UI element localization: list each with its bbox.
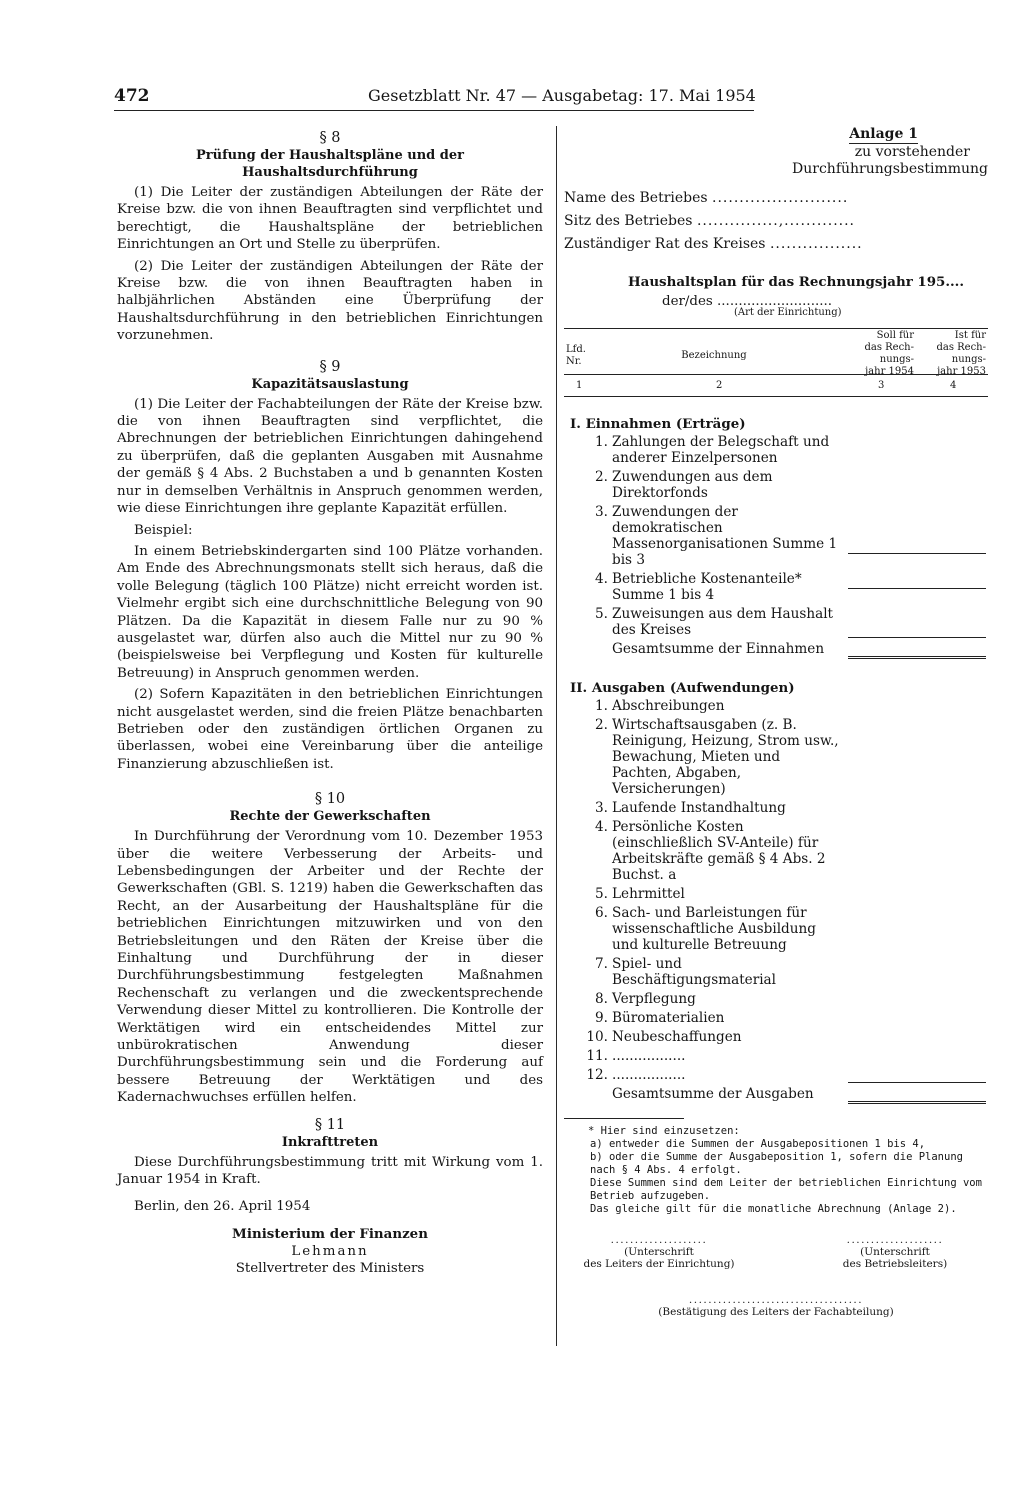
expense-item: 3. Laufende Instandhaltung <box>595 800 786 816</box>
field-company-name <box>564 190 988 206</box>
expense-item: 2. Wirtschaftsausgaben (z. B. Reinigung, Heizung, Strom usw., Bewachung, Mieten und Pachten, Abgaben, Versicherungen) <box>595 717 839 797</box>
footnote-rule <box>564 1118 684 1119</box>
budget-plan-title: Haushaltsplan für das Rechnungsjahr 195.... <box>627 274 965 290</box>
field-district-council-label: Zuständiger Rat des Kreises <box>564 236 766 252</box>
subtotal-line <box>848 1082 986 1083</box>
total-double-line <box>848 1101 986 1104</box>
income-section-title: I. Einnahmen (Erträge) <box>570 416 746 432</box>
section-9-example: In einem Betriebskindergarten sind 100 Plätze vorhanden. Am Ende des Abrechnungsmonats stellt sich heraus, daß die volle Belegung (täglich 100 Plätze) nicht erreicht worden ist. Vielmehr ergibt sich eine durchschnittliche Belegung von 90 Plätzen. Da die Kapazität in diesem Falle nur zu 90 % ausgelastet war, dürfen also auch die Mittel nur zu 90 % (beispielsweise bei Verpflegung und Kosten für kulturelle Betreuung) in Anspruch genommen werden. <box>117 543 543 681</box>
section-9-paragraph-1: (1) Die Leiter der Fachabteilungen der Räte der Kreise bzw. die von ihnen Beauftragten sind verpflichtet, die Abrechnungen der betrieblichen Einrichtungen dahingehend zu überprüfen, daß die geplanten Ausgaben mit Ausnahme der gemäß § 4 Abs. 2 Buchstaben a und b genannten Kosten nur in demselben Verhältnis in Anspruch genommen werden, wie diese Einrichtungen ihre geplante Kapazität erfüllen. <box>117 396 543 517</box>
expense-item: 11. ................. <box>586 1048 686 1064</box>
annex-subtitle-2: Durchführungsbestimmung <box>792 161 988 177</box>
subtotal-line <box>848 588 986 589</box>
field-company-seat <box>564 213 988 229</box>
footnote-b: b) oder die Summe der Ausgabeposition 1, sofern die Planung nach § 4 Abs. 4 erfolgt. <box>590 1151 963 1176</box>
field-company-name-label: Name des Betriebes <box>564 190 708 206</box>
section-9-paragraph-2: (2) Sofern Kapazitäten in den betrieblichen Einrichtungen nicht ausgelastet werden, sind die freien Plätze benachbarten Betrieben oder den zuständigen örtlichen Organen zu überlassen, wobei eine Vereinbarung über die anteilige Finanzierung abzuschließen ist. <box>117 687 543 772</box>
field-company-seat-dots: ...............,............. <box>696 213 856 229</box>
expenses-section-title: II. Ausgaben (Aufwendungen) <box>570 680 795 696</box>
field-company-name-dots: ......................... <box>712 190 849 206</box>
income-item: 5. Zuweisungen aus dem Haushalt des Kreises <box>564 606 844 638</box>
left-column <box>117 130 543 1278</box>
expense-item: 4. Persönliche Kosten (einschließlich SV-Anteile) für Arbeitskräfte gemäß § 4 Abs. 2 Buchst. a <box>595 819 826 883</box>
expense-item: 10. Neubeschaffungen <box>586 1029 742 1045</box>
footnote-d: Das gleiche gilt für die monatliche Abrechnung (Anlage 2). <box>590 1203 957 1215</box>
income-item: 4. Betriebliche Kostenanteile* Summe 1 bis 4 <box>564 571 844 603</box>
signature-name: Lehmann <box>291 1243 369 1259</box>
footnote-star: * Hier sind einzusetzen: <box>588 1125 740 1137</box>
signature-institution-head: .................... (Unterschrift des Leiters der Einrichtung) <box>583 1234 735 1270</box>
gazette-header-title: Gesetzblatt Nr. 47 — Ausgabetag: 17. Mai 1954 <box>368 86 756 105</box>
section-10-paragraph-1: In Durchführung der Verordnung vom 10. Dezember 1953 über die weitere Verbesserung der Arbeits- und Lebensbedingungen der Arbeiter und der Rechte der Gewerkschaften (GBl. S. 1219) haben die Gewerkschaften das Recht, an der Ausarbeitung der Haushaltspläne für die betrieblichen Einrichtungen mitzuwirken und von den Betriebsleitungen und den Räten der Kreise über die Einhaltung und Durchführung der in dieser Durchführungsbestimmung festgelegten Maßnahmen Rechenschaft zu verlangen und die zweckentsprechende Verwendung dieser Mittel zu kontrollieren. Die Kontrolle der Werktätigen wird ein entscheidendes Mittel zur unbürokratischen Anwendung dieser Durchführungsbestimmung sein und die Forderung auf bessere Betreuung der Werktätigen und des Kadernachwuchses erfüllen helfen. <box>117 829 543 1106</box>
column-number-1: 1 <box>576 380 583 391</box>
header-ist: Ist für das Rech- nungs- jahr 1953 <box>936 330 986 377</box>
signature-row <box>564 1234 988 1294</box>
section-11-number: § 11 <box>314 1116 346 1133</box>
expense-item: 6. Sach- und Barleistungen für wissenschaftliche Ausbildung und kulturelle Betreuung <box>595 905 816 953</box>
budget-table-header <box>564 328 988 414</box>
section-10-number: § 10 <box>314 791 346 808</box>
section-9-example-label: Beispiel: <box>134 522 193 538</box>
expense-item: 9. Büromaterialien <box>595 1010 725 1026</box>
column-number-2: 2 <box>716 380 723 391</box>
section-11-title: Inkrafttreten <box>281 1134 379 1150</box>
confirmation-caption: (Bestätigung des Leiters der Fachabteilung) <box>658 1306 894 1318</box>
expense-item: 8. Verpflegung <box>595 991 696 1007</box>
field-district-council-dots: ................. <box>769 236 863 252</box>
field-district-council <box>564 236 988 252</box>
column-divider <box>556 126 557 1346</box>
section-9-number: § 9 <box>319 358 341 375</box>
footnote-a: a) entweder die Summen der Ausgabepositionen 1 bis 4, <box>590 1138 926 1150</box>
income-item: 3. Zuwendungen der demokratischen Massenorganisationen Summe 1 bis 3 <box>564 504 844 568</box>
section-8-paragraph-1: (1) Die Leiter der zuständigen Abteilungen der Räte der Kreise bzw. die von ihnen Beauftragten sind verpflichtet und berechtigt, die Haushaltspläne der betrieblichen Einrichtungen an Ort und Stelle zu überprüfen. <box>117 185 543 253</box>
section-11-paragraph-1: Diese Durchführungsbestimmung tritt mit Wirkung vom 1. Januar 1954 in Kraft. <box>117 1154 543 1188</box>
budget-plan-der: der/des <box>662 294 713 309</box>
header-rule <box>114 110 754 111</box>
right-column <box>564 126 988 1318</box>
budget-plan-caption: (Art der Einrichtung) <box>734 307 842 318</box>
section-8-number: § 8 <box>319 130 341 146</box>
annex-subtitle-1: zu vorstehender <box>854 144 970 160</box>
income-total: Gesamtsumme der Einnahmen <box>564 641 844 657</box>
income-item: 2. Zuwendungen aus dem Direktorfonds <box>595 469 773 501</box>
signature-company-head: .................... (Unterschrift des Betriebsleiters) <box>842 1234 948 1270</box>
page-number: 472 <box>114 86 150 106</box>
section-9-title: Kapazitätsauslastung <box>251 376 409 392</box>
subtotal-line <box>848 637 986 638</box>
signature-role: Stellvertreter des Ministers <box>235 1261 425 1277</box>
header-soll: Soll für das Rech- nungs- jahr 1954 <box>864 330 914 377</box>
income-item: 1. Zahlungen der Belegschaft und anderer Einzelpersonen <box>595 434 830 466</box>
annex-header <box>564 126 988 178</box>
total-double-line <box>848 656 986 659</box>
expense-item: 1. Abschreibungen <box>595 698 725 714</box>
subtotal-line <box>848 553 986 554</box>
footnote-c: Diese Summen sind dem Leiter der betrieblichen Einrichtung vom Betrieb aufzugeben. <box>590 1177 982 1202</box>
section-8-paragraph-2: (2) Die Leiter der zuständigen Abteilungen der Räte der Kreise bzw. die von ihnen Beauftragten haben in halbjährlichen Abständen eine Überprüfung der Haushaltsdurchführung in den betrieblichen Einrichtungen vorzunehmen. <box>117 258 543 344</box>
confirmation-dots: .................................... <box>688 1294 864 1306</box>
expense-item: 5. Lehrmittel <box>595 886 685 902</box>
signature-ministry: Ministerium der Finanzen <box>232 1225 428 1242</box>
expense-total: Gesamtsumme der Ausgaben <box>564 1086 844 1102</box>
page-header <box>96 86 754 114</box>
column-number-4: 4 <box>950 380 957 391</box>
expense-item: 7. Spiel- und Beschäftigungsmaterial <box>595 956 777 988</box>
field-company-seat-label: Sitz des Betriebes <box>564 213 693 229</box>
expense-item: 12. ................. <box>564 1067 844 1083</box>
header-lfd: Lfd. Nr. <box>566 344 586 367</box>
section-10-title: Rechte der Gewerkschaften <box>229 809 431 825</box>
signature-block <box>117 1226 543 1278</box>
budget-plan-dots: ........................... <box>717 294 832 309</box>
annex-title: Anlage 1 <box>849 126 918 142</box>
section-8-title: Prüfung der Haushaltspläne und der Haushaltsdurchführung <box>196 148 464 180</box>
dateline: Berlin, den 26. April 1954 <box>134 1198 311 1214</box>
column-number-3: 3 <box>878 380 885 391</box>
header-bezeichnung: Bezeichnung <box>681 350 747 361</box>
